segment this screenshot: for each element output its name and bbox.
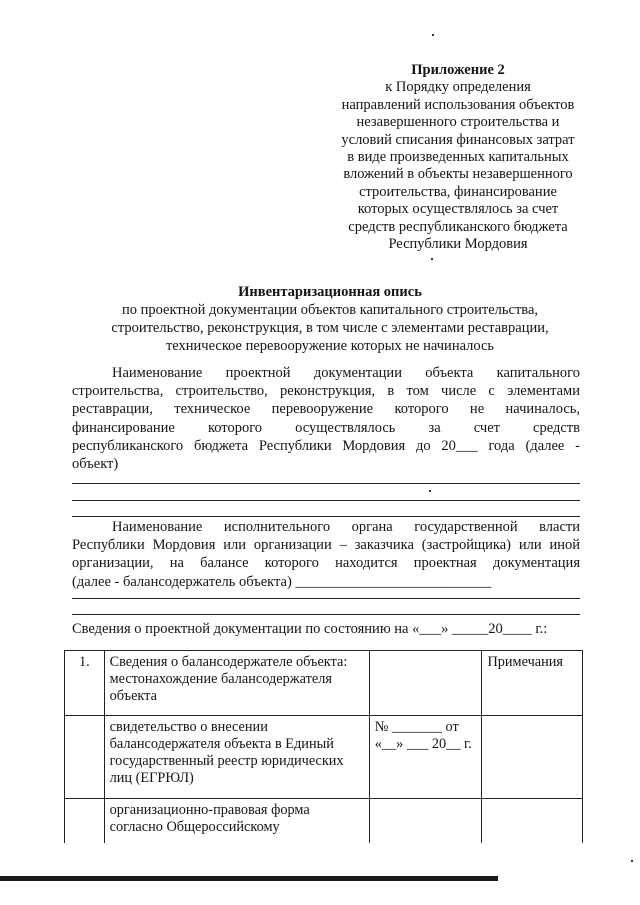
inventory-title: Инвентаризационная опись	[238, 284, 422, 300]
paragraph-line: финансирование которого осуществлялось за счет средств	[72, 419, 580, 436]
inventory-subtitle-line: по проектной документации объектов капитального строительства,	[121, 302, 539, 318]
row-number	[65, 716, 105, 799]
paragraph-line: реставрации, техническое перевооружение которого не начиналось,	[72, 401, 580, 418]
paragraph-line: республиканского бюджета Республики Мордовия до 20___ года (далее -	[72, 437, 580, 454]
appendix-line: в виде произведенных капитальных	[347, 149, 569, 166]
paragraph-line: строительства, строительство, реконструкция, в том числе с элементами	[72, 383, 580, 400]
appendix-line: строительства, финансирование	[359, 183, 557, 200]
table-row	[65, 716, 583, 799]
appendix-line: Республики Мордовия	[388, 236, 528, 253]
balance-holder-table	[64, 650, 583, 843]
registration-number-field: № _______ от	[374, 719, 459, 735]
appendix-line: вложений в объекты незавершенного	[343, 166, 573, 183]
registration-date-field: «__» ___ 20__ г.	[374, 736, 472, 752]
info-line: Сведения о проектной документации по состоянию на «___» _____20____ г.:	[72, 621, 548, 637]
scan-speck	[631, 860, 633, 862]
row-label: свидетельство о внесении балансодержателя объекта в Единый государственный реестр юридических лиц (ЕГРЮЛ)	[104, 716, 369, 799]
paragraph-line: Наименование исполнительного органа государственной власти	[112, 519, 580, 535]
notes-header: Примечания	[482, 651, 583, 716]
row-label: организационно-правовая форма согласно Общероссийскому	[104, 799, 369, 844]
appendix-line: условий списания финансовых затрат	[341, 131, 575, 148]
table-row	[65, 651, 583, 716]
table-row	[65, 799, 583, 844]
appendix-title: Приложение 2	[411, 62, 505, 78]
fill-line	[72, 483, 580, 484]
inventory-subtitle-line: строительство, реконструкция, в том числе с элементами реставрации,	[111, 320, 549, 336]
inventory-heading	[60, 283, 600, 355]
appendix-line: к Порядку определения	[385, 79, 531, 96]
paragraph-line: организации, на балансе которого находится проектная документация	[72, 555, 580, 572]
row-value	[369, 651, 482, 716]
object-name-paragraph	[72, 364, 580, 473]
scan-edge-bar	[0, 876, 498, 881]
row-number	[65, 799, 105, 844]
fill-line	[72, 500, 580, 501]
paragraph-line: объект)	[72, 456, 119, 473]
row-note	[482, 716, 583, 799]
balance-holder-paragraph	[72, 518, 580, 591]
paragraph-line: Республики Мордовия или организации – заказчика (застройщика) или иной	[72, 537, 580, 554]
row-label: Сведения о балансодержателе объекта: местонахождение балансодержателя объекта	[104, 651, 369, 716]
appendix-header	[328, 62, 588, 253]
row-note	[482, 799, 583, 844]
appendix-line: средств республиканского бюджета	[348, 218, 568, 235]
fill-line	[72, 614, 580, 615]
paragraph-line: Наименование проектной документации объекта капитального	[112, 365, 580, 381]
paragraph-line: (далее - балансодержатель объекта) ___________________________	[72, 573, 492, 590]
fill-line	[72, 516, 580, 517]
row-number: 1.	[65, 651, 105, 716]
appendix-line: которых осуществлялось за счет	[357, 201, 559, 218]
scan-speck	[432, 34, 434, 36]
row-value	[369, 716, 482, 799]
appendix-line: незавершенного строительства и	[356, 114, 560, 131]
inventory-subtitle-line: техническое перевооружение которых не начиналось	[165, 338, 495, 354]
fill-line	[72, 598, 580, 599]
appendix-line: направлений использования объектов	[341, 96, 575, 113]
scan-speck	[431, 258, 433, 260]
row-value	[369, 799, 482, 844]
scan-speck	[429, 490, 431, 492]
